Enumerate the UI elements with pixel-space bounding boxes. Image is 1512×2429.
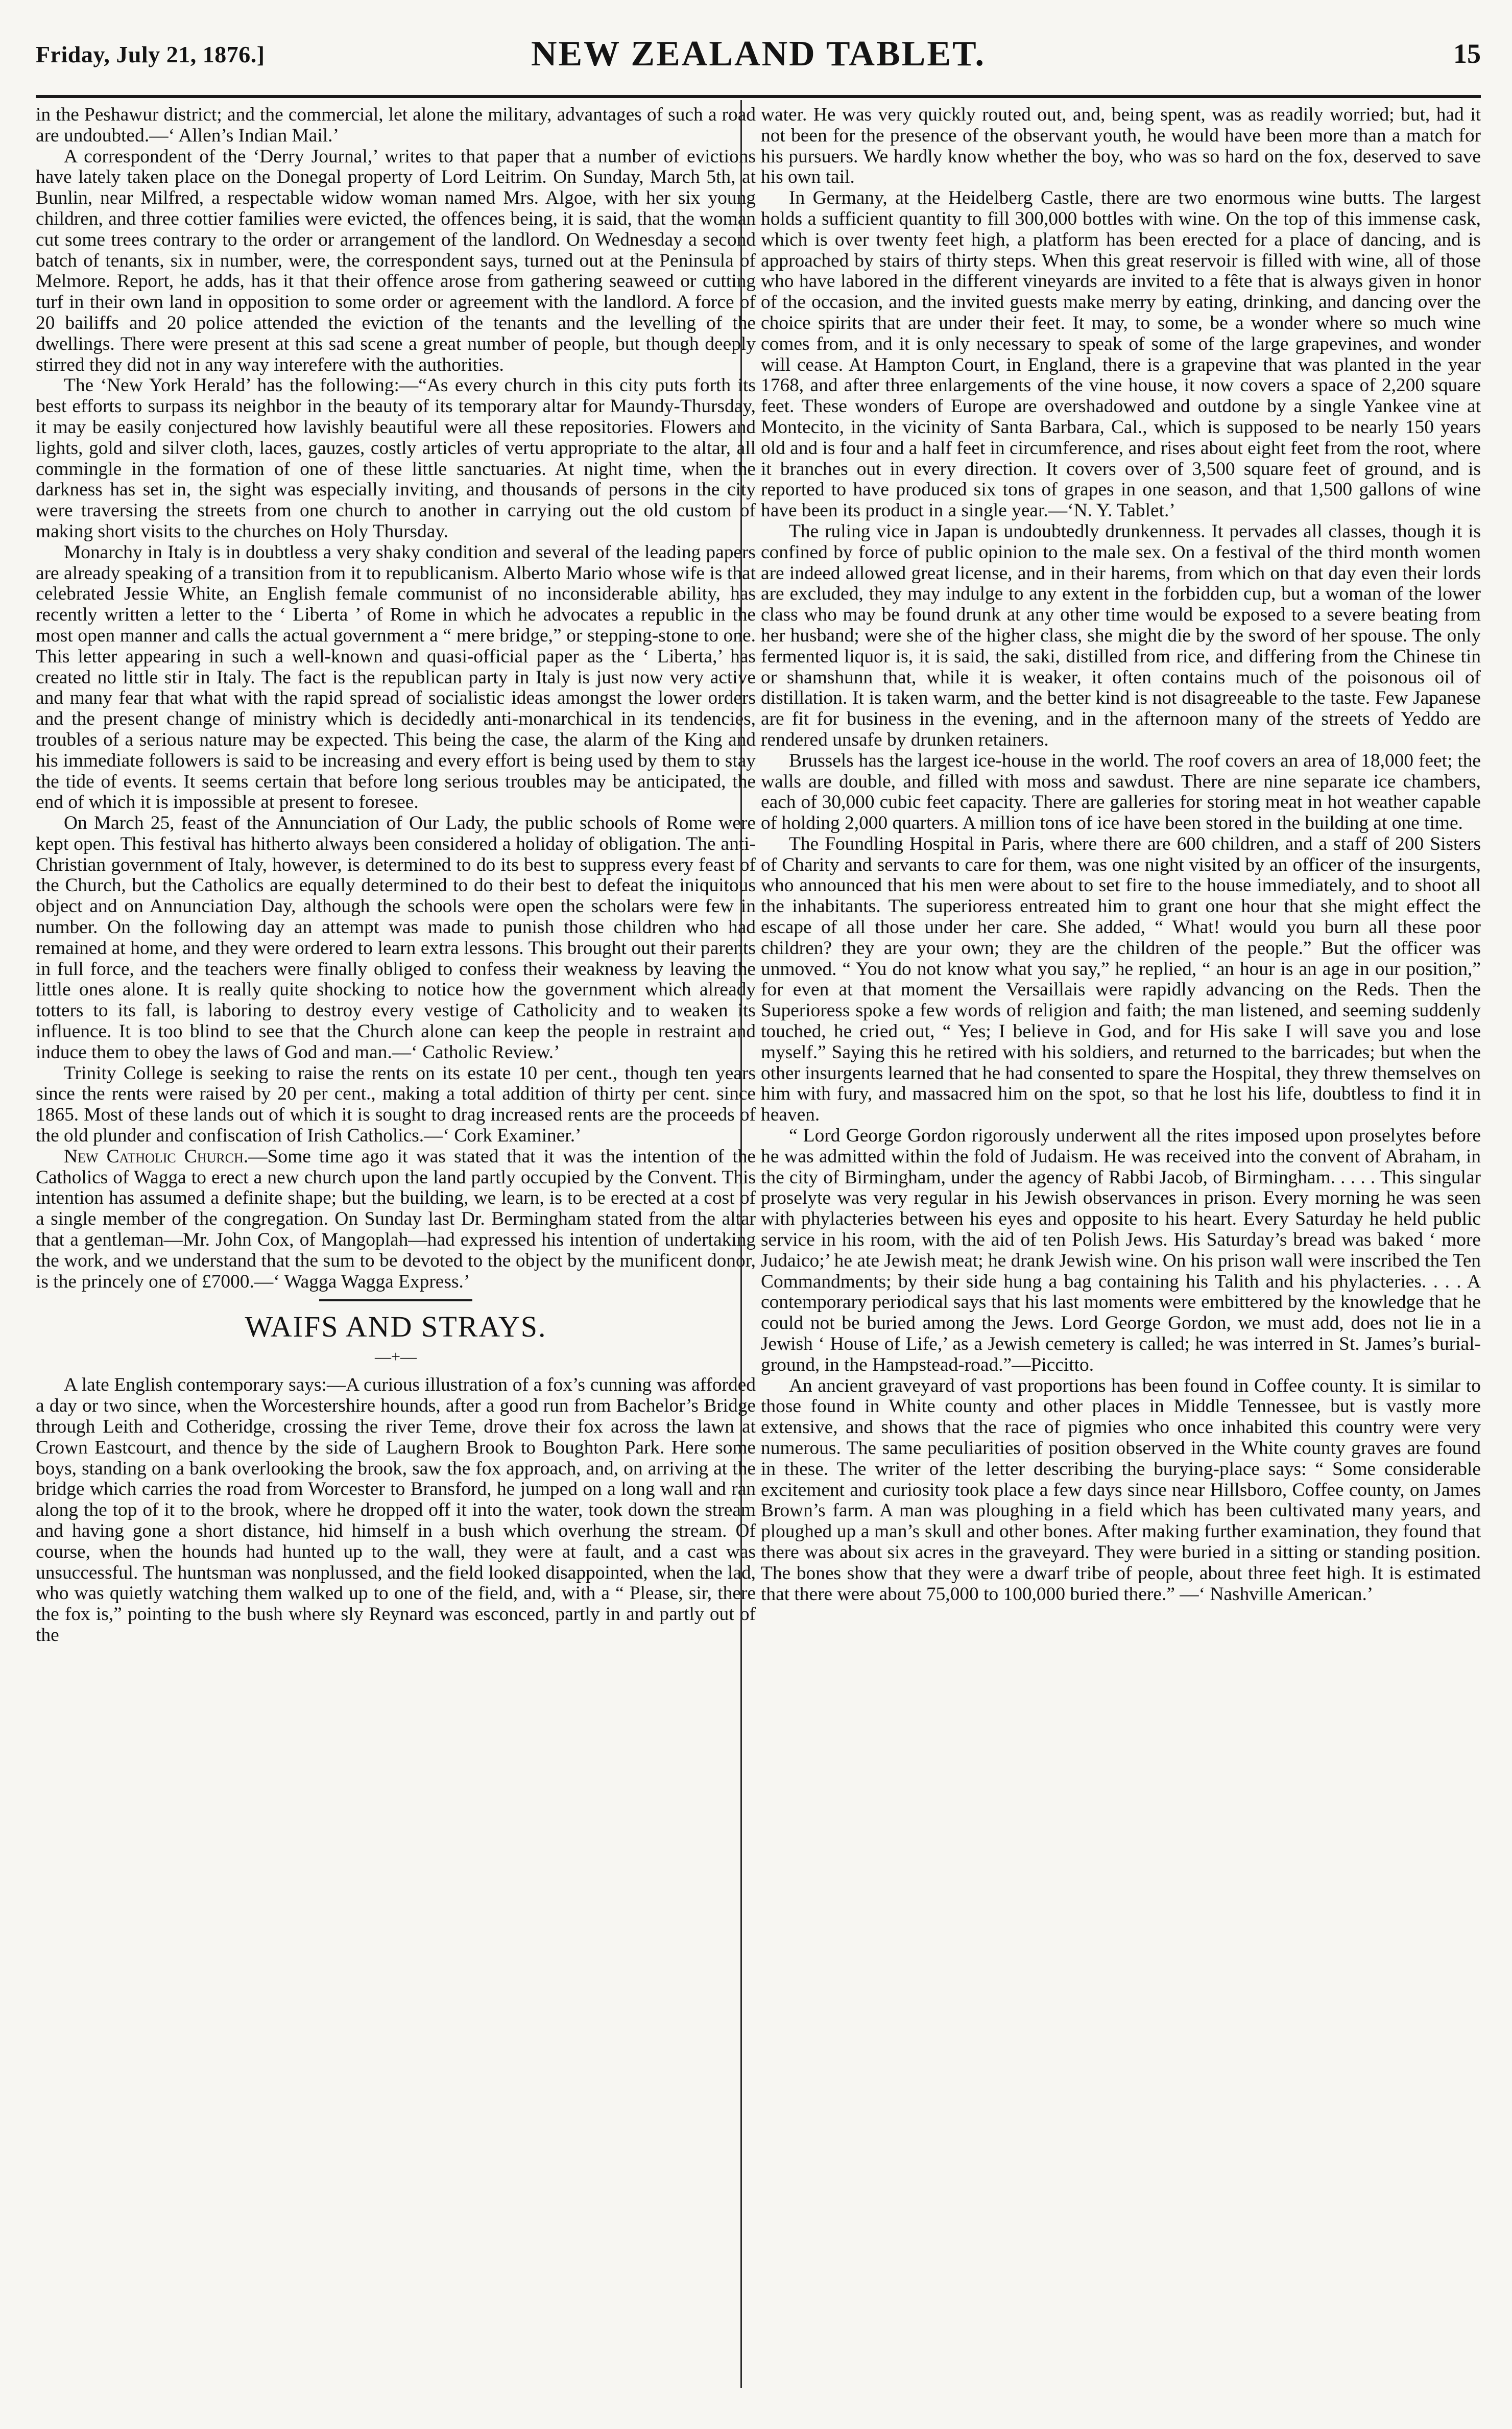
issue-date: Friday, July 21, 1876.] (36, 41, 265, 67)
page-number: 15 (1453, 38, 1481, 69)
article-donegal-evictions: A correspondent of the ‘Derry Journal,’ writes to that paper that a number of evictions have lately taken place on the Donegal property of Lord Leitrim. On Sunday, March 5th, at Bunlin, near Milfred, a respectable widow woman named Mrs. Algoe, with her six young children, and three cottier families were evicted, the offences being, it is said, that the woman cut some trees contrary to the order or arrangement of the landlord. On Wednesday a second batch of tenants, six in number, were, the correspondent says, turned out at the Peninsula of Melmore. Report, he adds, has it that their offence arose from gathering seaweed or cutting turf in their own land in opposition to some order or agreement with the landlord. A force of 20 bailiffs and 20 police attended the eviction of the tenants and the levelling of the dwellings. There were present at this sad scene a great number of people, but though deeply stirred they did not in any way interefere with the authorities. (36, 146, 756, 375)
article-wagga-church (36, 1147, 756, 1293)
article-wagga-church-heading: New Catholic Church. (64, 1146, 249, 1167)
article-trinity-college: Trinity College is seeking to raise the rents on its estate 10 per cent., though ten years since the rents were raised by 20 per cent., making a total addition of thirty per cent. since 1865. Most of these lands out of which it is sought to drag increased rents are the proceeds of the old plunder and confiscation of Irish Catholics.—‘ Cork Examiner.’ (36, 1062, 756, 1147)
article-peshawur-continued: in the Peshawur district; and the commercial, let alone the military, advantages of such a road are undoubted.—‘ Allen’s Indian Mail.’ (36, 104, 756, 146)
article-foundling-hospital: The Foundling Hospital in Paris, where there are 600 children, and a staff of 200 Sisters of Charity and servants to care for them, was one night visited by an officer of the insurgents, who announced that his men were about to set fire to the house immediately, and to shoot all the inhabitants. The superioress entreated him to grant one hour that she might effect the escape of all those under her care. She added, “ What! would you burn all these poor children? they are your own; they are the children of the people.” But the officer was unmoved. “ You do not know what you say,” he replied, “ an hour is an age in our position,” for even at that moment the Versaillais were rapidly advancing on the Reds. Then the Superioress spoke a few words of religion and faith; the man listened, and seeming suddenly touched, he cried out, “ Yes; I believe in God, and for His sake I will save you and lose myself.” Saying this he retired with his soldiers, and returned to the barricades; but when the other insurgents learned that he had consented to spare the Hospital, they threw themselves on him with fury, and massacred him on the spot, so that he lost his life, doubtless to find it in heaven. (761, 833, 1481, 1126)
masthead-rule (36, 95, 1481, 98)
article-annunciation-rome: On March 25, feast of the Annunciation of Our Lady, the public schools of Rome were kept open. This festival has hitherto always been considered a holiday of obligation. The anti-Christian government of Italy, however, is determined to do its best to suppress every feast of the Church, but the Catholics are equally determined to do their best to defeat the iniquitous object and on Annunciation Day, although the schools were open the scholars were few in number. On the following day an attempt was made to punish those children who had remained at home, and they were ordered to learn extra lessons. This brought out their parents in full force, and the teachers were finally obliged to confess their weakness by leaving the little ones alone. It is really quite shocking to notice how the government which already totters to its fall, is laboring to destroy every vestige of Catholicity and to weaken its influence. It is too blind to see that the Church alone can keep the people in restraint and induce them to obey the laws of God and man.—‘ Catholic Review.’ (36, 813, 756, 1063)
section-ornament: —+— (374, 1347, 417, 1366)
article-brussels-icehouse: Brussels has the largest ice-house in the world. The roof covers an area of 18,000 feet; the walls are double, and filled with moss and sawdust. There are nine separate ice chambers, each of 30,000 cubic feet capacity. There are galleries for storing meat in hot weather capable of holding 2,000 quarters. A million tons of ice have been stored in the building at one time. (761, 750, 1481, 834)
section-rule (319, 1299, 472, 1301)
article-japan-drunkenness: The ruling vice in Japan is undoubtedly drunkenness. It pervades all classes, though it is confined by force of public opinion to the male sex. On a festival of the third month women are indeed allowed great license, and in their harems, from which on that day even their lords are excluded, they may indulge to any extent in the forbidden cup, but a woman of the lower class who may be found drunk at any other time would be exposed to a severe beating from her husband; were she of the higher class, she might die by the sword of her spouse. The only fermented liquor is, it is said, the saki, distilled from rice, and differing from the Chinese tin or shamshunn that, while it is weaker, it often contains much of the poisonous oil of distillation. It is taken warm, and the better kind is not disagreeable to the taste. Few Japanese are fit for business in the evening, and in the afternoon many of the streets of Yeddo are rendered unsafe by drunken retainers. (761, 520, 1481, 750)
masthead (36, 32, 1481, 88)
article-heidelberg-wine: In Germany, at the Heidelberg Castle, there are two enormous wine butts. The largest holds a sufficient quantity to fill 300,000 bottles with wine. On the top of this immense cask, which is over twenty feet high, a platform has been erected for a place of dancing, and is approached by stairs of thirty steps. When this great reservoir is filled with wine, all of those who have labored in the different vineyards are invited to a fête that is always given in honor of the occasion, and the invited guests make merry by eating, drinking, and dancing over the choice spirits that are under their feet. It may, to some, be a wonder where so much wine comes from, and it is only necessary to speak of some of the large grapevines, and wonder will cease. At Hampton Court, in England, there is a grapevine that was planted in the year 1768, and after three enlargements of the vine house, it now covers a space of 2,200 square feet. These wonders of Europe are overshadowed and outdone by a single Yankee vine at Montecito, in the vicinity of Santa Barbara, Cal., which is supposed to be nearly 150 years old and is four and a half feet in circumference, and rises about eight feet from the root, where it branches out in every direction. It covers over of 3,500 square feet of ground, and is reported to have produced six tons of grapes in one season, and that 1,500 gallons of wine have been its product in a single year.—‘N. Y. Tablet.’ (761, 187, 1481, 521)
article-italy-monarchy: Monarchy in Italy is in doubtless a very shaky condition and several of the leading papers are already speaking of a transition from it to republicanism. Alberto Mario whose wife is that celebrated Jessie White, an English female communist of no inconsiderable ability, has recently written a letter to the ‘ Liberta ’ of Rome in which he advocates a republic in the most open manner and calls the actual government a “ mere bridge,” or stepping-stone to one. This letter appearing in such a well-known and quasi-official paper as the ‘ Liberta,’ has created no little stir in Italy. The fact is the republican party in Italy is just now very active and many fear that what with the rapid spread of socialistic ideas amongst the lower orders and the present change of ministry which is decidedly anti-monarchical in its tendencies, troubles of a serious nature may be expected. This being the case, the alarm of the King and his immediate followers is said to be increasing and every effort is being used by them to stay the tide of events. It seems certain that before long serious troubles may be anticipated, the end of which it is impossible at present to foresee. (36, 541, 756, 813)
article-wagga-church-body: —Some time ago it was stated that it was the intention of the Catholics of Wagga to erect a new church upon the land partly occupied by the Convent. This intention has assumed a definite shape; but the building, we learn, is to be erected at a cost of a single member of the congregation. On Sunday last Dr. Bermingham stated from the altar that a gentleman—Mr. John Cox, of Mangoplah—had expressed his intention of undertaking the work, and we understand that the sum to be devoted to the object by the munificent donor, is the princely one of £7000.—‘ Wagga Wagga Express.’ (36, 1146, 756, 1292)
article-maundy-thursday: The ‘New York Herald’ has the following:—“As every church in this city puts forth its best efforts to surpass its neighbor in the beauty of its temporary altar for Maundy-Thursday, it may be easily conjectured how lavishly beautiful were all these repositories. Flowers and lights, gold and silver cloth, laces, gauzes, costly articles of vertu appropriate to the altar, all commingle in the formation of one of these little sanctuaries. At night time, when the darkness has set in, the sight was especially inviting, and thousands of persons in the city were traversing the streets from one church to another in carrying out the old custom of making short visits to the churches on Holy Thursday. (36, 375, 756, 542)
newspaper-title: NEW ZEALAND TABLET. (531, 34, 986, 74)
article-lord-george-gordon: “ Lord George Gordon rigorously underwent all the rites imposed upon proselytes before he was admitted within the fold of Judaism. He was received into the convent of Abraham, in the city of Birmingham, under the agency of Rabbi Jacob, of Birmingham. . . . . This singular proselyte was very regular in his Jewish observances in prison. Every morning he was seen with phylacteries between his eyes and opposite to his heart. Every Saturday he held public service in his room, with the aid of ten Polish Jews. His Saturday’s bread was baked ‘ more Judaico;’ he ate Jewish meat; he drank Jewish wine. On his prison wall were inscribed the Ten Commandments; by their side hung a bag containing his Talith and his phylacteries. . . . A contemporary periodical says that his last moments were embittered by the knowledge that he could not be buried among the Jews. Lord George Gordon, we must add, does not lie in a Jewish ‘ House of Life,’ as a Jewish cemetery is called; he was interred in St. James’s burial-ground, in the Hampstead-road.”—Piccitto. (761, 1125, 1481, 1375)
right-column (761, 105, 1481, 1605)
article-coffee-county-graveyard: An ancient graveyard of vast proportions has been found in Coffee county. It is similar to those found in White county and other places in Middle Tennessee, but is vastly more extensive, and shows that the race of pigmies who once inhabited this country were very numerous. The same peculiarities of position observed in the White county graves are found in these. The writer of the letter describing the burying-place says: “ Some considerable excitement and curiosity took place a few days since near Hillsboro, Coffee county, on James Brown’s farm. A man was ploughing in a field which has been cultivated many years, and ploughed up a man’s skull and other bones. After making further examination, they found that there was about six acres in the graveyard. They were buried in a sitting or standing position. The bones show that they were a dwarf tribe of people, about three feet high. It is estimated that there were about 75,000 to 100,000 buried there.” —‘ Nashville American.’ (761, 1375, 1481, 1605)
article-fox-cunning: A late English contemporary says:—A curious illustration of a fox’s cunning was afforded a day or two since, when the Worcestershire hounds, after a good run from Bachelor’s Bridge through Leith and Cotheridge, crossing the river Teme, drove their fox across the lawn at Crown Eastcourt, and thence by the side of Laughern Brook to Boughton Park. Here some boys, standing on a bank overlooking the brook, saw the fox approach, and, on arriving at the bridge which carries the road from Worcester to Bransford, he jumped on a long wall and ran along the top of it to the brook, where he dropped off it into the water, took down the stream and having gone a short distance, hid himself in a bush which overhung the stream. Of course, when the hounds had hunted up to the wall, they were at fault, and a cast was unsuccessful. The huntsman was nonplussed, and the field looked disappointed, when the lad, who was quietly watching them walked up to one of the field, and, with a “ Please, sir, there the fox is,” pointing to the bush where sly Reynard was esconced, partly in and partly out of the (36, 1374, 756, 1646)
article-fox-cunning-continued: water. He was very quickly routed out, and, being spent, was as readily worried; but, had it not been for the presence of the observant youth, he would have been more than a match for his pursuers. We hardly know whether the boy, who was so hard on the fox, deserved to save his own tail. (761, 104, 1481, 188)
section-heading-waifs: WAIFS AND STRAYS. (245, 1310, 547, 1344)
left-column (36, 105, 756, 1646)
